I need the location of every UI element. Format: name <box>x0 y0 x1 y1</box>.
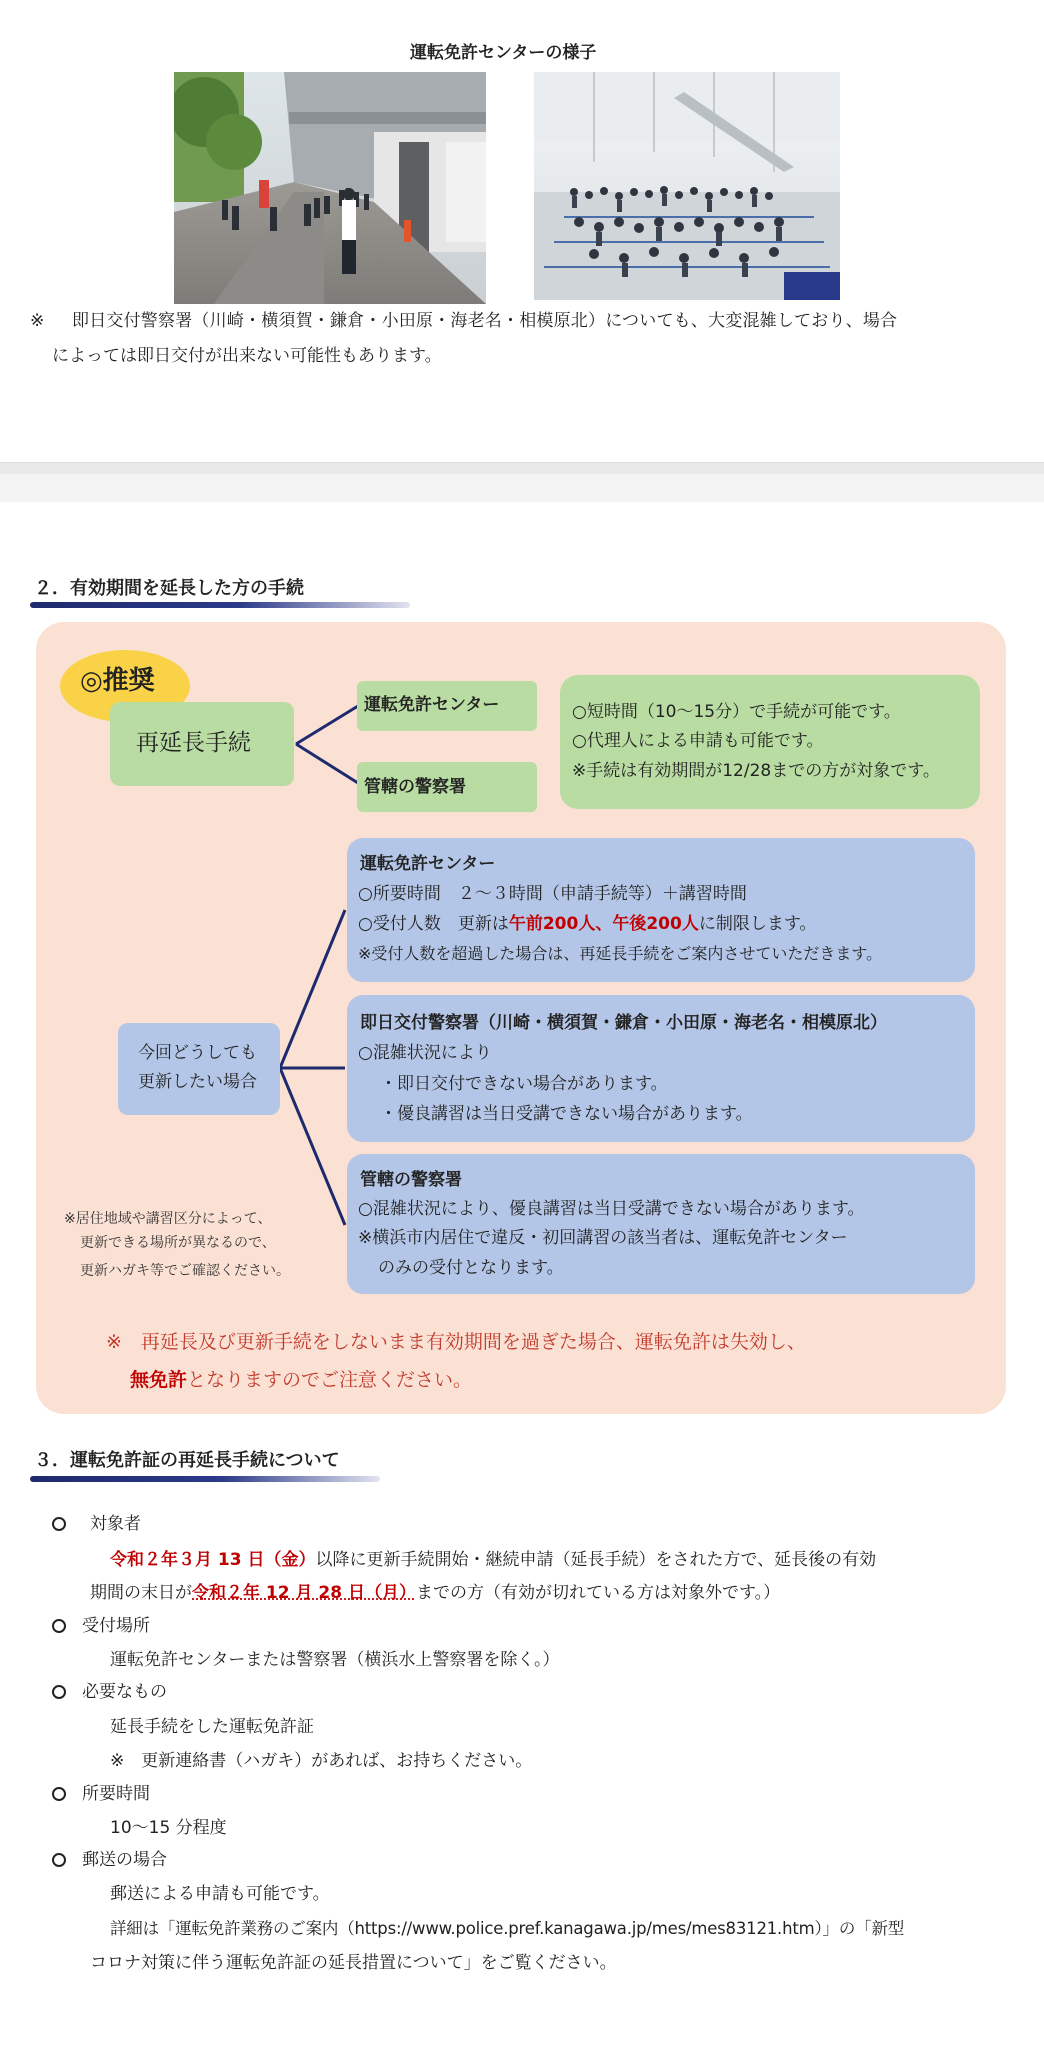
info-line-1: ○短時間（10～15分）で手続が可能です。 <box>572 702 901 722</box>
bullet-mail <box>52 1853 66 1867</box>
bullet-needs <box>52 1685 66 1699</box>
time-text: 10～15 分程度 <box>110 1818 227 1838</box>
time-label: 所要時間 <box>82 1784 150 1804</box>
renew-label-line1: 今回どうしても <box>138 1043 257 1063</box>
side-note-line2: 更新できる場所が異なるので、 <box>80 1235 276 1251</box>
photo-caption: 運転免許センターの様子 <box>410 43 597 63</box>
expiry-warning-line1: ※ 再延長及び更新手続をしないまま有効期間を過ぎた場合、運転免許は失効し、 <box>106 1331 806 1353</box>
section2-title: ２．有効期間を延長した方の手続 <box>34 578 304 599</box>
recommend-badge-text: ◎推奨 <box>80 666 155 696</box>
branch-police-label: 管轄の警察署 <box>364 777 466 797</box>
target-line2: 期間の末日が令和２年 12 月 28 日（月）までの方（有効が切れている方は対象外です。） <box>90 1583 781 1603</box>
note-top-line2: によっては即日交付が出来ない可能性もあります。 <box>52 346 442 366</box>
info-line-2: ○代理人による申請も可能です。 <box>572 731 824 751</box>
renew-label-line2: 更新したい場合 <box>138 1072 257 1092</box>
place-text: 運転免許センターまたは警察署（横浜水上警察署を除く。） <box>110 1650 560 1670</box>
mail-line1: 郵送による申請も可能です。 <box>110 1884 330 1904</box>
note-top-mark: ※ <box>30 311 45 331</box>
note-top-line1: 即日交付警察署（川崎・横須賀・鎌倉・小田原・海老名・相模原北）についても、大変混雑しており、場合 <box>72 311 898 331</box>
local-police-line3: のみの受付となります。 <box>378 1258 564 1278</box>
same-day-police-line2: ・即日交付できない場合があります。 <box>380 1074 668 1094</box>
side-note-line1: ※居住地域や講習区分によって、 <box>64 1211 272 1227</box>
same-day-police-title: 即日交付警察署（川崎・横須賀・鎌倉・小田原・海老名・相模原北） <box>360 1013 887 1033</box>
mail-label: 郵送の場合 <box>82 1850 167 1870</box>
target-line1: 令和２年３月 13 日（金）以降に更新手続開始・継続申請（延長手続）をされた方で、延長後の有効 <box>110 1550 877 1570</box>
local-police-title: 管轄の警察署 <box>360 1170 462 1190</box>
needs-line2: ※ 更新連絡書（ハガキ）があれば、お持ちください。 <box>110 1751 533 1771</box>
same-day-police-line3: ・優良講習は当日受講できない場合があります。 <box>380 1104 753 1124</box>
license-center-line3: ※受付人数を超過した場合は、再延長手続をご案内させていただきます。 <box>358 944 883 963</box>
place-label: 受付場所 <box>82 1616 150 1636</box>
section3-title: ３．運転免許証の再延長手続について <box>34 1450 340 1471</box>
target-label: 対象者 <box>90 1514 141 1534</box>
bullet-place <box>52 1619 66 1633</box>
license-center-line1: ○所要時間 ２～３時間（申請手続等）＋講習時間 <box>358 884 747 904</box>
bullet-target <box>52 1517 66 1531</box>
needs-label: 必要なもの <box>82 1682 167 1702</box>
bullet-time <box>52 1787 66 1801</box>
license-center-title: 運転免許センター <box>360 854 496 874</box>
expiry-warning-line2: 無免許となりますのでご注意ください。 <box>130 1369 473 1391</box>
mail-line3: コロナ対策に伴う運転免許証の延長措置について」をご覧ください。 <box>90 1953 617 1973</box>
local-police-line1: ○混雑状況により、優良講習は当日受講できない場合があります。 <box>358 1199 865 1219</box>
re-extension-label: 再延長手続 <box>136 730 251 756</box>
same-day-police-line1: ○混雑状況により <box>358 1043 492 1063</box>
license-center-line2: ○受付人数 更新は午前200人、午後200人に制限します。 <box>358 914 817 934</box>
branch-center-label: 運転免許センター <box>364 695 500 715</box>
mail-line2: 詳細は「運転免許業務のご案内（https://www.police.pref.kanagawa.jp/mes/mes83121.htm）」の「新型 <box>110 1919 905 1938</box>
needs-line1: 延長手続をした運転免許証 <box>110 1717 314 1737</box>
side-note-line3: 更新ハガキ等でご確認ください。 <box>80 1263 290 1279</box>
info-line-3: ※手続は有効期間が12/28までの方が対象です。 <box>572 761 940 781</box>
section3-title-underline <box>30 1476 380 1482</box>
local-police-line2: ※横浜市内居住で違反・初回講習の該当者は、運転免許センター <box>358 1228 848 1248</box>
